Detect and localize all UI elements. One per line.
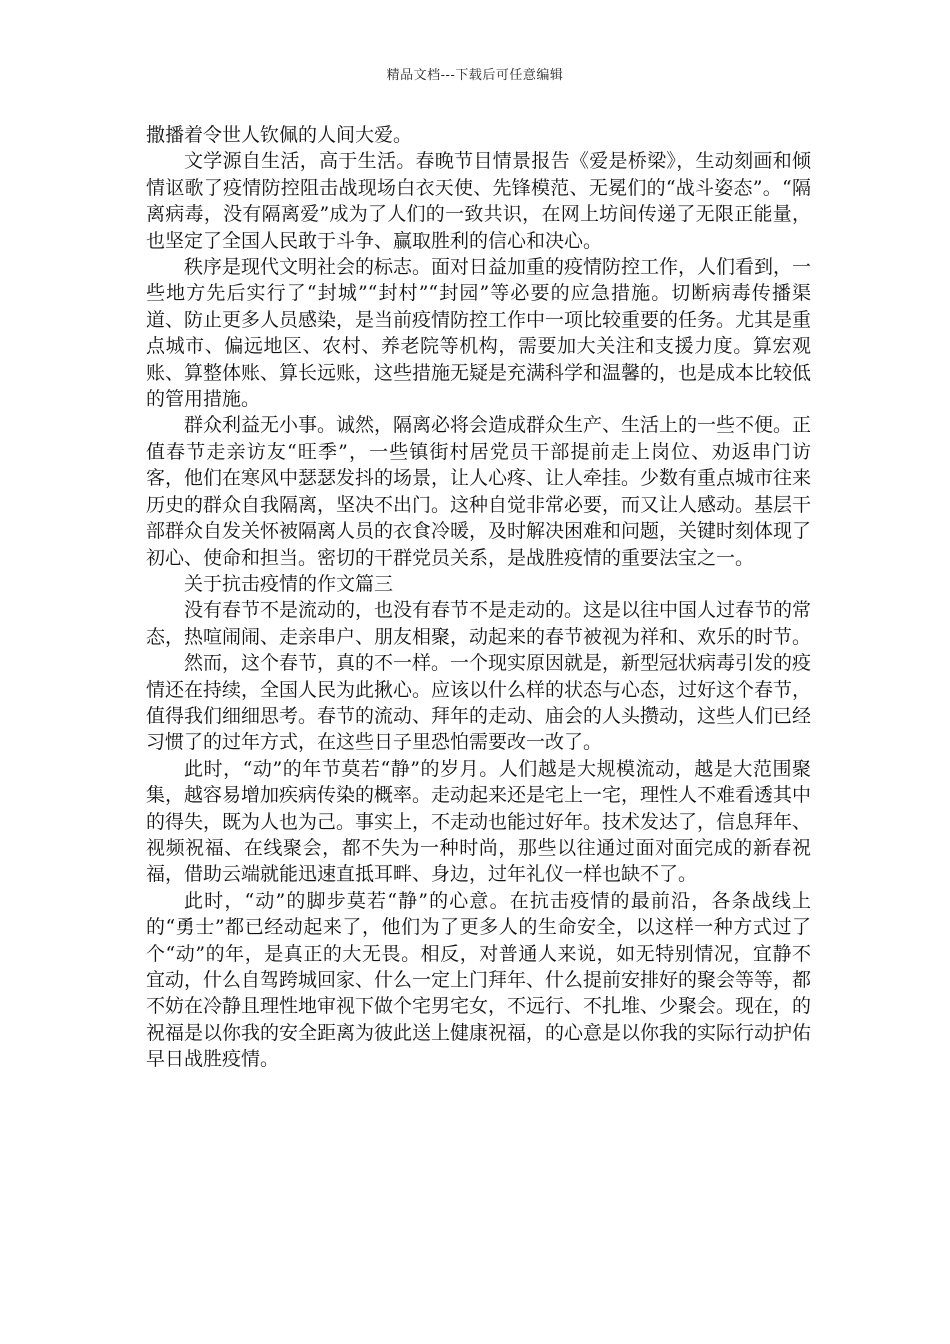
paragraph: 此时，“动”的脚步莫若“静”的心意。在抗击疫情的最前沿，各条战线上的“勇士”都已经动起来了，他们为了更多人的生命安全，以这样一种方式过了个“动”的年，是真正的大无畏。相反，对普通人来说，如无特别情况，宜静不宜动，什么自驾跨城回家、什么一定上门拜年、什么提前安排好的聚会等等，都不妨在冷静且理性地审视下做个宅男宅女，不远行、不扎堆、少聚会。现在，的祝福是以你我的安全距离为彼此送上健康祝福，的心意是以你我的实际行动护佑早日战胜疫情。 [146, 889, 812, 1071]
paragraph: 秩序是现代文明社会的标志。面对日益加重的疫情防控工作，人们看到，一些地方先后实行了“封城”“封村”“封园”等必要的应急措施。切断病毒传播渠道、防止更多人员感染，是当前疫情防控工作中一项比较重要的任务。尤其是重点城市、偏远地区、农村、养老院等机构，需要加大关注和支援力度。算宏观账、算整体账、算长远账，这些措施无疑是充满科学和温馨的，也是成本比较低的管用措施。 [146, 256, 812, 411]
section-heading: 关于抗击疫情的作文篇三 [184, 572, 394, 595]
paragraph: 文学源自生活，高于生活。春晚节目情景报告《爱是桥梁》，生动刻画和倾情讴歌了疫情防控阻击战现场白衣天使、先锋模范、无冕们的“战斗姿态”。“隔离病毒，没有隔离爱”成为了人们的一致共识，在网上坊间传递了无限正能量，也坚定了全国人民敢于斗争、赢取胜利的信心和决心。 [146, 150, 811, 252]
paragraph-continuation: 撒播着令世人钦佩的人间大爱。 [146, 124, 413, 146]
document-body [146, 122, 811, 1073]
paragraph: 群众利益无小事。诚然，隔离必将会造成群众生产、生活上的一些不便。正值春节走亲访友“旺季”，一些镇街村居党员干部提前走上岗位、劝返串门访客，他们在寒风中瑟瑟发抖的场景，让人心疼、让人牵挂。少数有重点城市往来历史的群众自我隔离，坚决不出门。这种自觉非常必要，而又让人感动。基层干部群众自发关怀被隔离人员的衣食冷暖，及时解决困难和问题，关键时刻体现了初心、使命和担当。密切的干群党员关系，是战胜疫情的重要法宝之一。 [146, 414, 812, 569]
page-header: 精品文档---下载后可任意编辑 [386, 68, 564, 83]
paragraph: 没有春节不是流动的，也没有春节不是走动的。这是以往中国人过春节的常态，热喧闹闹、走亲串户、朋友相聚，动起来的春节被视为祥和、欢乐的时节。 [146, 599, 812, 648]
paragraph: 然而，这个春节，真的不一样。一个现实原因就是，新型冠状病毒引发的疫情还在持续，全国人民为此揪心。应该以什么样的状态与心态，过好这个春节，值得我们细细思考。春节的流动、拜年的走动、庙会的人头攒动，这些人们已经习惯了的过年方式，在这些日子里恐怕需要改一改了。 [146, 652, 812, 754]
paragraph: 此时，“动”的年节莫若“静”的岁月。人们越是大规模流动，越是大范围聚集，越容易增加疾病传染的概率。走动起来还是宅上一宅，理性人不难看透其中的得失，既为人也为己。事实上，不走动也能过好年。技术发达了，信息拜年、视频祝福、在线聚会，都不失为一种时尚，那些以往通过面对面完成的新春祝福，借助云端就能迅速直抵耳畔、身边，过年礼仪一样也缺不了。 [146, 757, 812, 886]
